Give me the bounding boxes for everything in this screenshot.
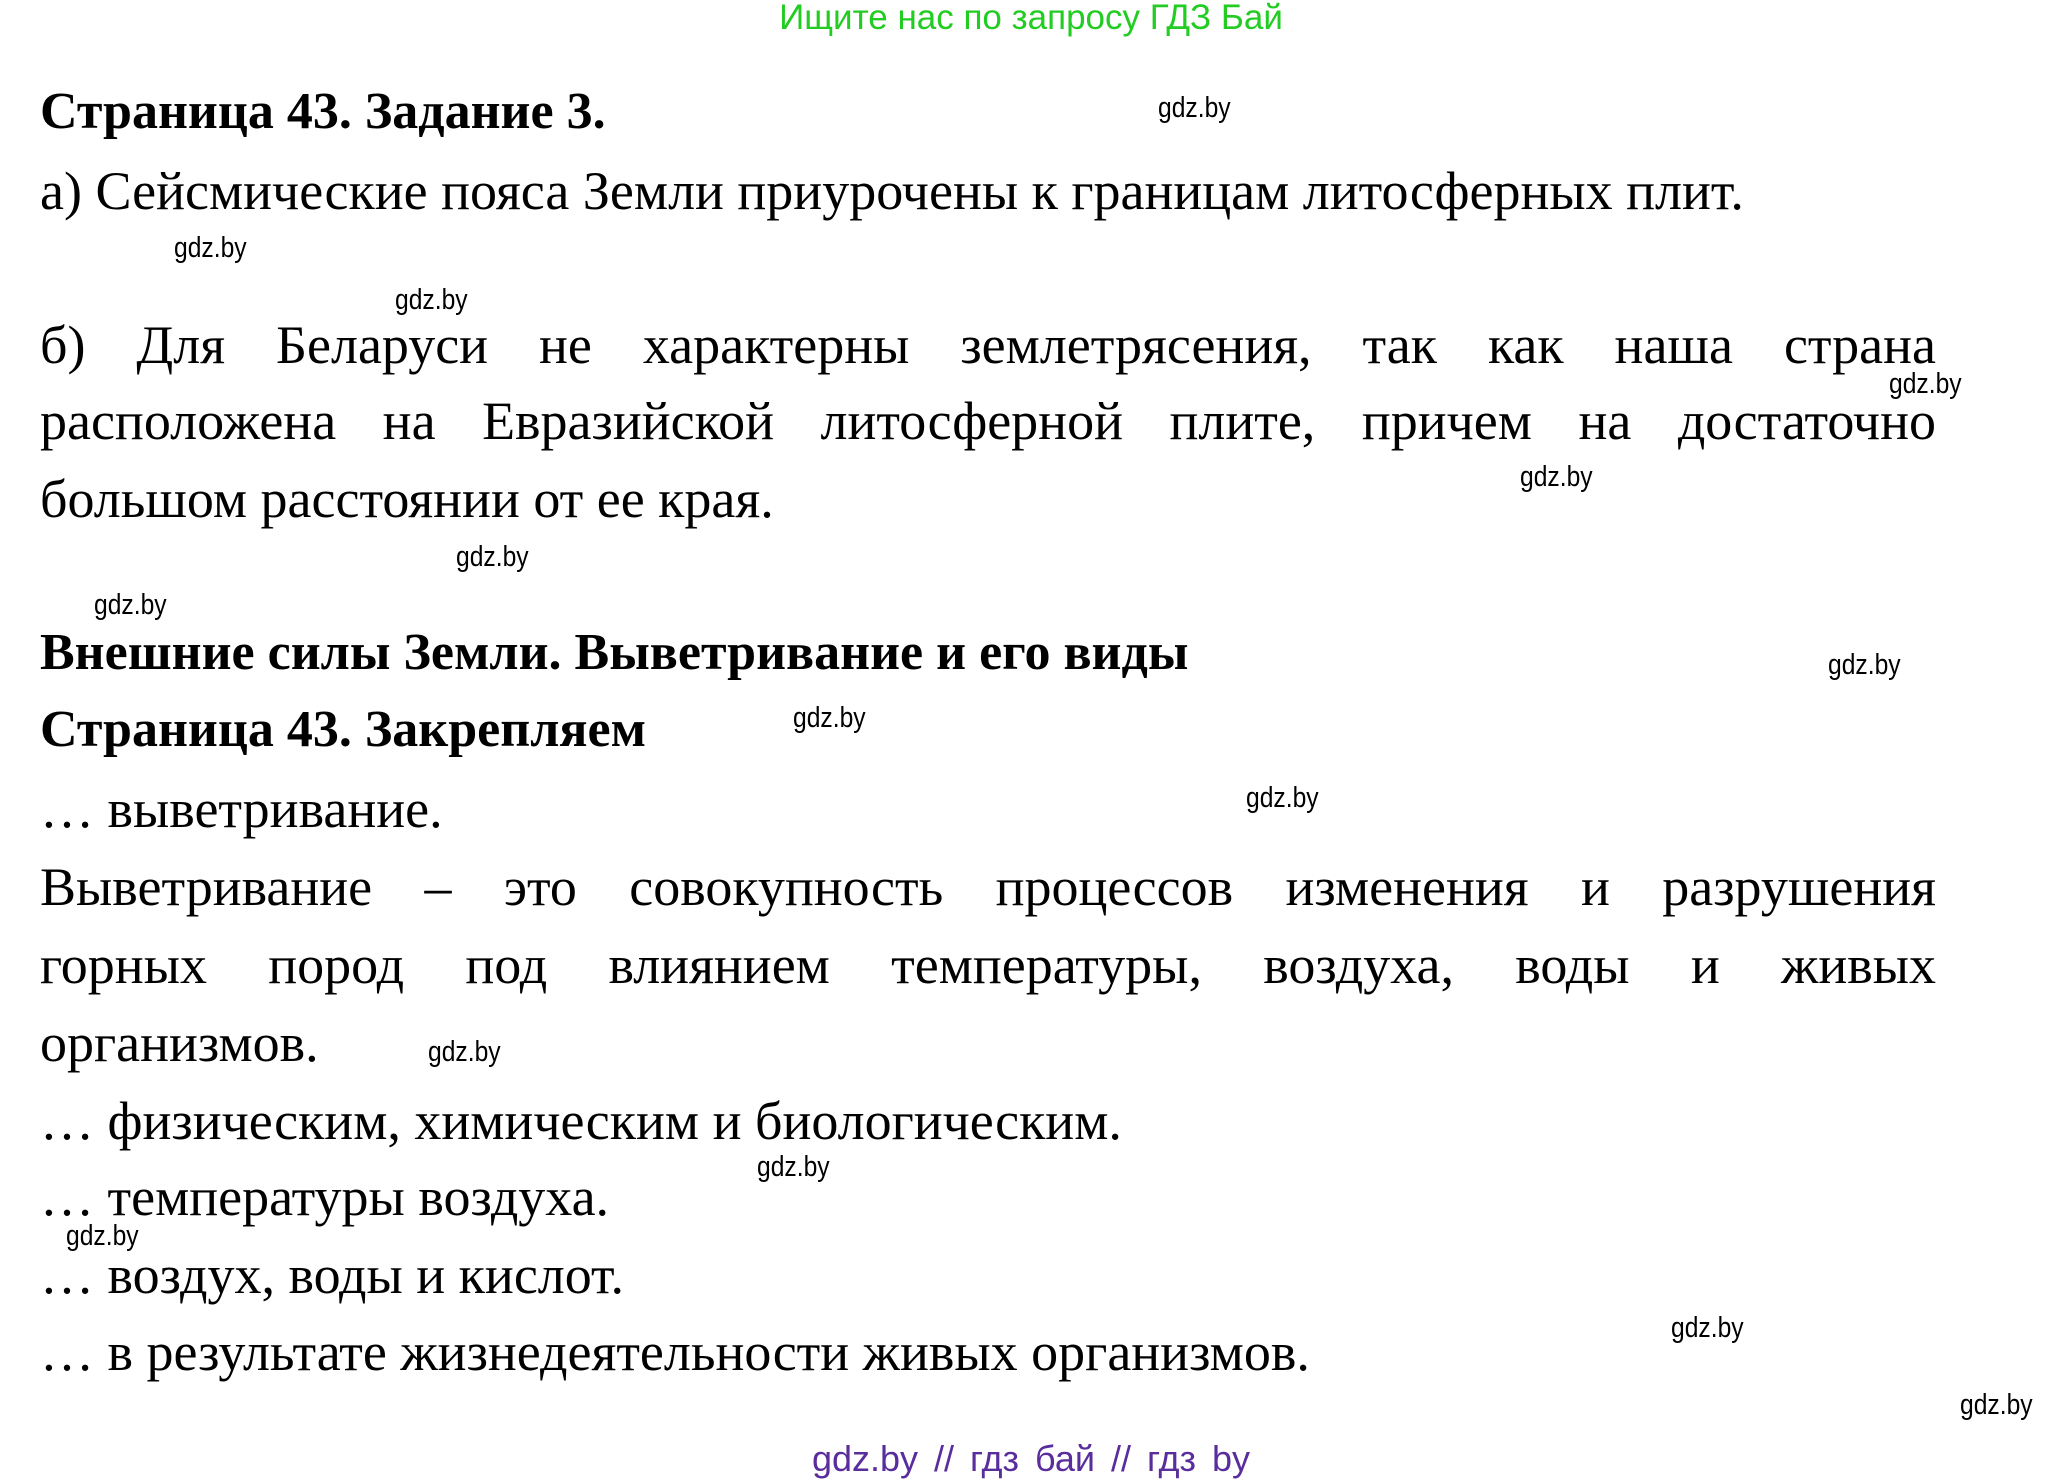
watermark: gdz.by bbox=[174, 232, 247, 264]
answer-line: … выветривание. bbox=[40, 779, 443, 839]
page-title: Страница 43. Задание 3. bbox=[40, 83, 606, 140]
answer-b-line: расположена на Евразийской литосферной плите, причем на достаточно bbox=[40, 391, 1936, 451]
topic-heading: Внешние силы Земли. Выветривание и его виды bbox=[40, 624, 1189, 681]
watermark: gdz.by bbox=[456, 541, 529, 573]
answer-a: а) Сейсмические пояса Земли приурочены к границам литосферных плит. bbox=[40, 161, 1744, 221]
definition-line: организмов. bbox=[40, 1013, 319, 1073]
watermark: gdz.by bbox=[66, 1220, 139, 1252]
search-banner: Ищите нас по запросу ГДЗ Бай bbox=[779, 0, 1283, 37]
watermark: gdz.by bbox=[1828, 649, 1901, 681]
watermark: gdz.by bbox=[428, 1036, 501, 1068]
watermark: gdz.by bbox=[1960, 1389, 2033, 1421]
watermark: gdz.by bbox=[94, 589, 167, 621]
section-title: Страница 43. Закрепляем bbox=[40, 701, 647, 758]
answer-line: … в результате жизнедеятельности живых организмов. bbox=[40, 1322, 1310, 1382]
answer-line: … воздух, воды и кислот. bbox=[40, 1245, 625, 1305]
watermark: gdz.by bbox=[1246, 782, 1319, 814]
watermark: gdz.by bbox=[1158, 92, 1231, 124]
watermark: gdz.by bbox=[1671, 1312, 1744, 1344]
answer-b-line: б) Для Беларуси не характерны землетрясения, так как наша страна bbox=[40, 315, 1936, 375]
watermark: gdz.by bbox=[1520, 461, 1593, 493]
footer-links: gdz.by // гдз бай // гдз by bbox=[811, 1438, 1251, 1479]
answer-b-line: большом расстоянии от ее края. bbox=[40, 469, 774, 529]
answer-line: … температуры воздуха. bbox=[40, 1167, 610, 1227]
answer-line: … физическим, химическим и биологическим. bbox=[40, 1091, 1122, 1151]
definition-line: горных пород под влиянием температуры, воздуха, воды и живых bbox=[40, 935, 1936, 995]
definition-line: Выветривание – это совокупность процессов изменения и разрушения bbox=[40, 857, 1936, 917]
watermark: gdz.by bbox=[793, 702, 866, 734]
watermark: gdz.by bbox=[1889, 368, 1962, 400]
watermark: gdz.by bbox=[395, 284, 468, 316]
watermark: gdz.by bbox=[757, 1151, 830, 1183]
